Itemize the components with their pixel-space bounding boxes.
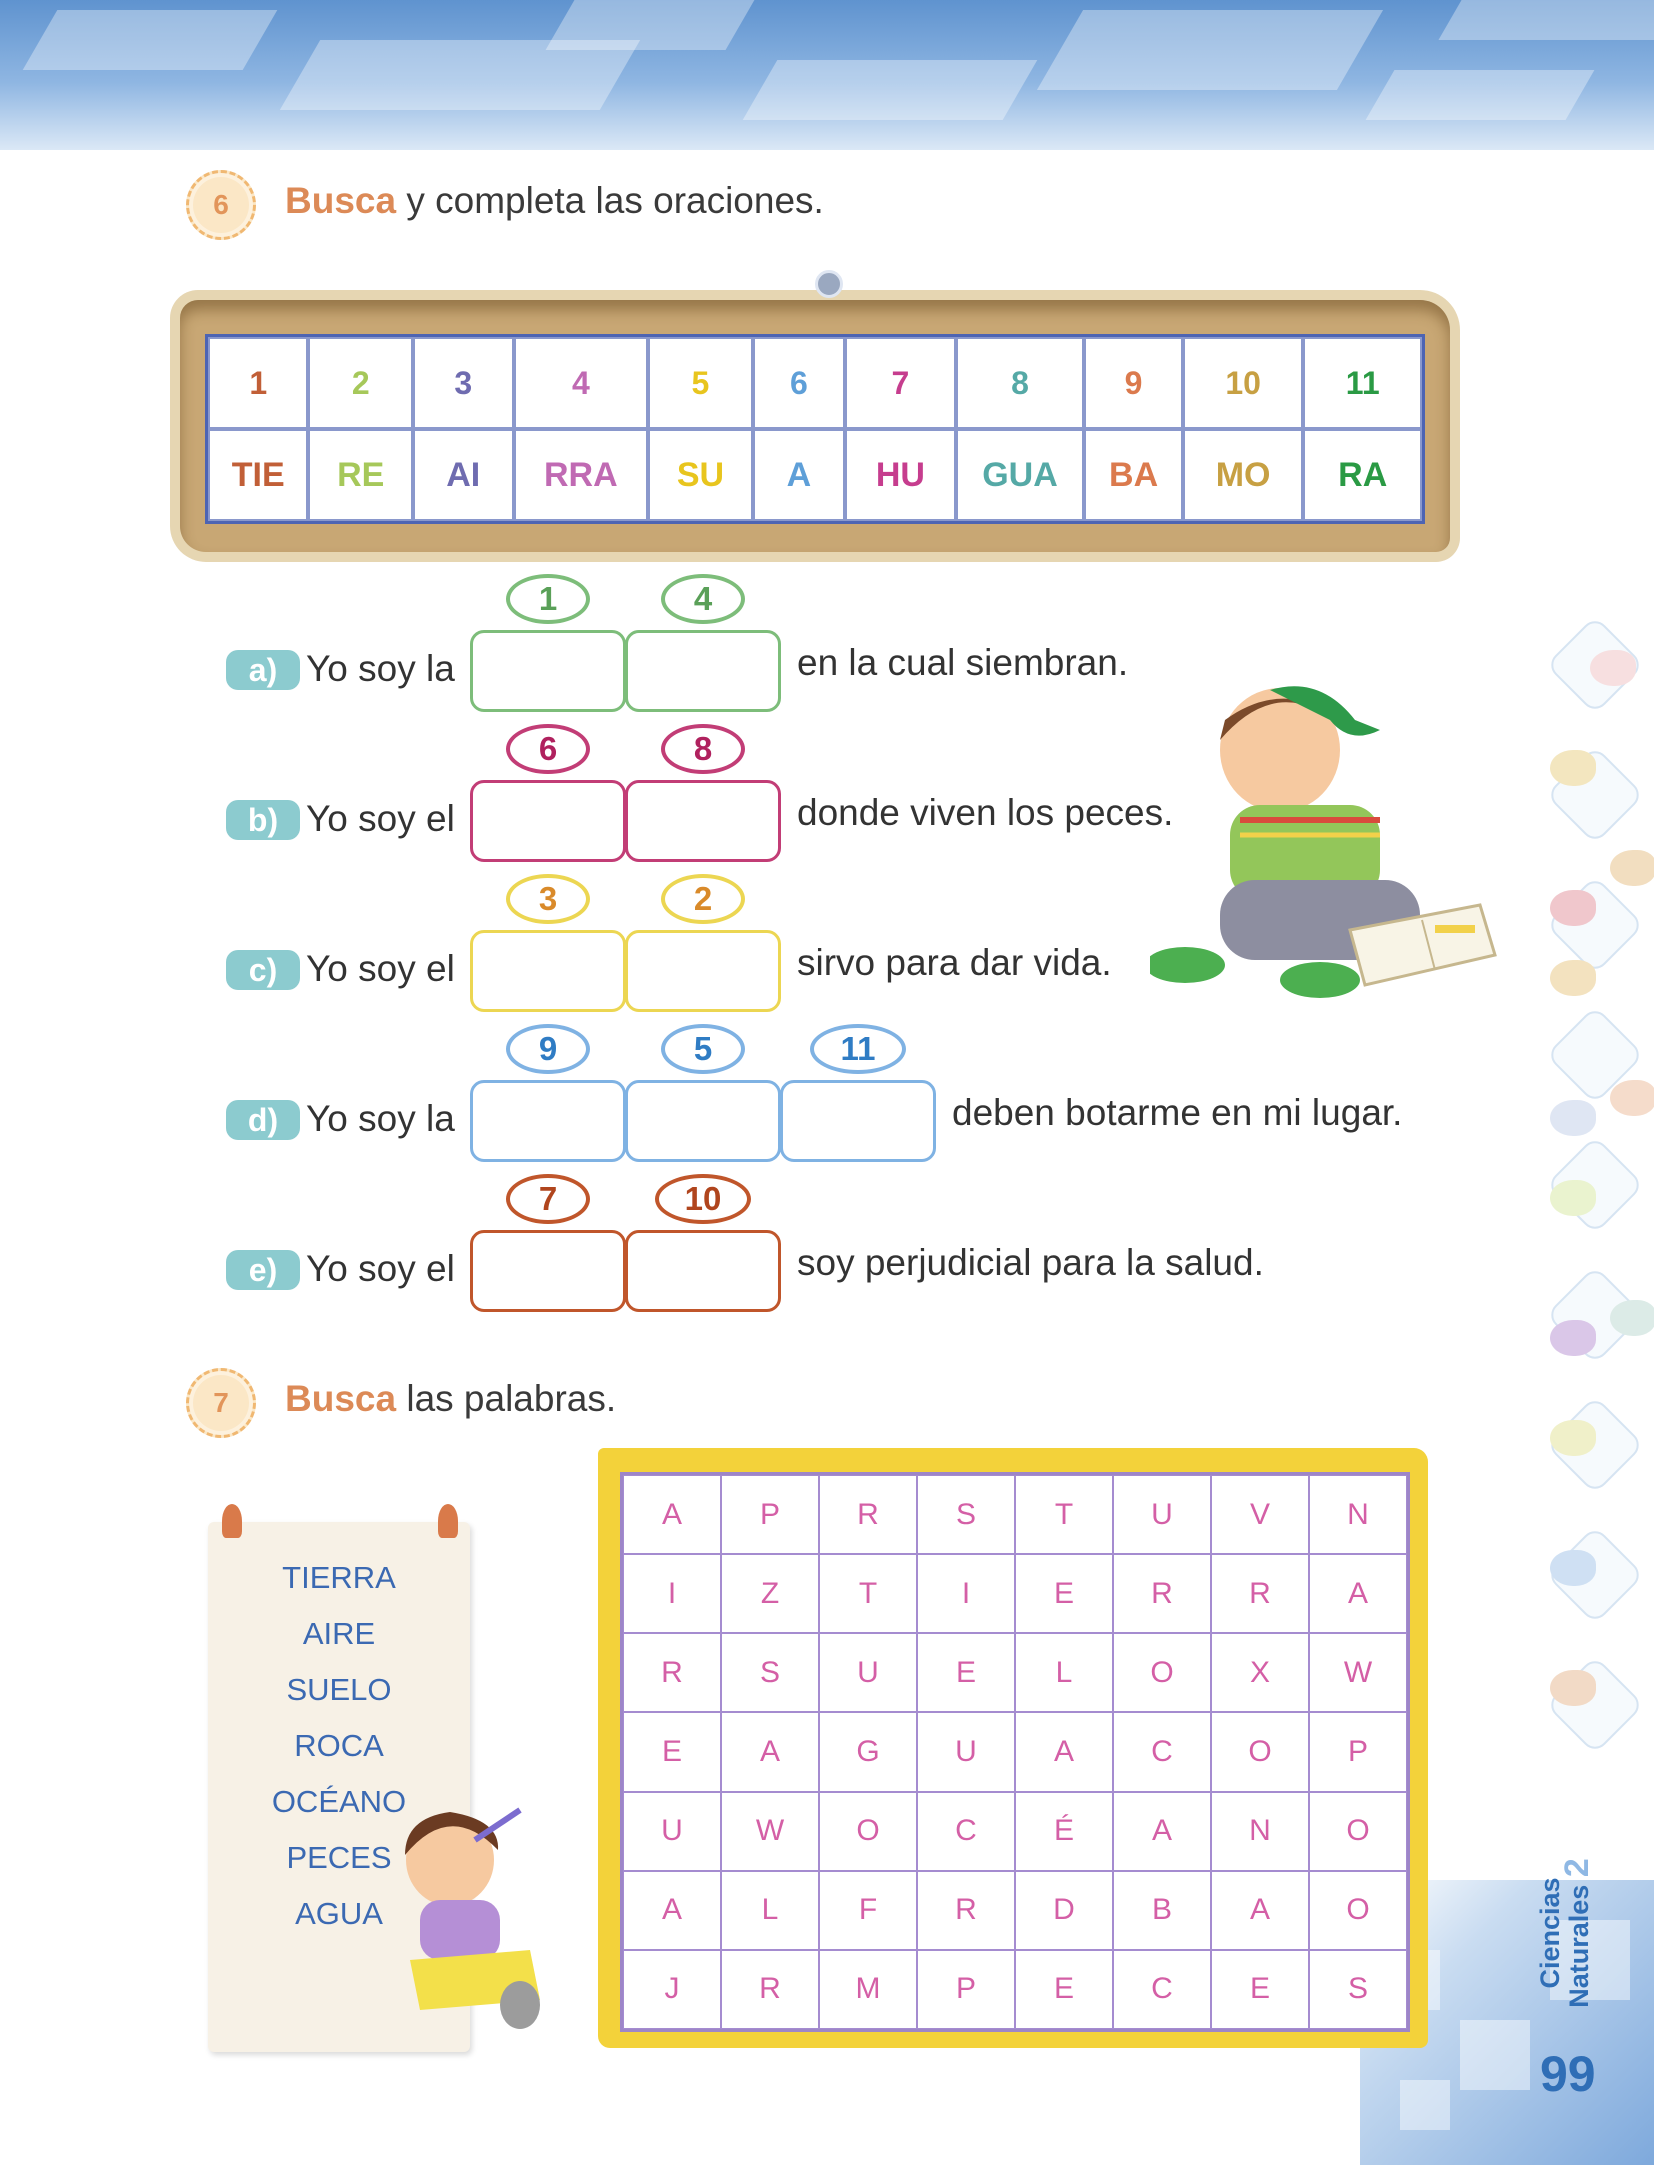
code-syllable: GUA bbox=[956, 429, 1085, 521]
elephant-silhouette-icon bbox=[1550, 960, 1596, 996]
word-search-cell[interactable]: C bbox=[1113, 1950, 1211, 2029]
word-search-cell[interactable]: I bbox=[623, 1554, 721, 1633]
sentence-start-text: Yo soy el bbox=[306, 948, 455, 989]
sentence-letter-tag: c) bbox=[226, 950, 300, 990]
word-search-cell[interactable]: O bbox=[1309, 1871, 1407, 1950]
code-number: 7 bbox=[845, 337, 956, 429]
word-search-cell[interactable]: O bbox=[1113, 1633, 1211, 1712]
answer-box[interactable] bbox=[780, 1080, 936, 1162]
sentence-start-text: Yo soy el bbox=[306, 1248, 455, 1289]
word-search-cell[interactable]: O bbox=[819, 1792, 917, 1871]
syllable-code-table bbox=[205, 334, 1425, 524]
word-search-cell[interactable]: R bbox=[721, 1950, 819, 2029]
answer-box[interactable] bbox=[625, 930, 781, 1012]
word-search-cell[interactable]: G bbox=[819, 1712, 917, 1791]
ape-silhouette-icon bbox=[1550, 1670, 1596, 1706]
word-search-cell[interactable]: R bbox=[917, 1871, 1015, 1950]
word-search-cell[interactable]: A bbox=[1113, 1792, 1211, 1871]
word-search-cell[interactable]: U bbox=[1113, 1475, 1211, 1554]
word-list-item: ROCA bbox=[294, 1728, 384, 1763]
word-search-cell[interactable]: S bbox=[721, 1633, 819, 1712]
sentence-start-text: Yo soy la bbox=[306, 1098, 455, 1139]
word-search-cell[interactable]: M bbox=[819, 1950, 917, 2029]
word-search-cell[interactable]: L bbox=[721, 1871, 819, 1950]
sentence-end-text: deben botarme en mi lugar. bbox=[952, 1092, 1403, 1133]
page-number: 99 bbox=[1540, 2046, 1596, 2102]
code-number: 5 bbox=[648, 337, 753, 429]
pushpin-left-icon bbox=[222, 1504, 242, 1538]
code-number: 9 bbox=[1084, 337, 1182, 429]
code-syllable: AI bbox=[413, 429, 514, 521]
word-search-cell[interactable]: E bbox=[1015, 1950, 1113, 2029]
word-search-cell[interactable]: C bbox=[1113, 1712, 1211, 1791]
code-number: 4 bbox=[514, 337, 649, 429]
book-title bbox=[1530, 1810, 1596, 2060]
word-list-item: AGUA bbox=[295, 1896, 383, 1931]
word-search-cell[interactable]: J bbox=[623, 1950, 721, 2029]
activity-7-badge bbox=[186, 1368, 256, 1438]
code-syllable: TIE bbox=[208, 429, 308, 521]
word-search-cell[interactable]: N bbox=[1309, 1475, 1407, 1554]
sentence-letter-tag: a) bbox=[226, 650, 300, 690]
code-hint-oval: 7 bbox=[506, 1174, 590, 1224]
word-search-cell[interactable]: A bbox=[1211, 1871, 1309, 1950]
girl-writing-illustration bbox=[380, 1800, 580, 2030]
activity-6-number: 6 bbox=[213, 189, 229, 220]
activity-7-instruction bbox=[285, 1378, 616, 1420]
tree-silhouette-icon bbox=[1550, 890, 1596, 926]
answer-box[interactable] bbox=[470, 780, 626, 862]
word-search-cell[interactable]: R bbox=[1211, 1554, 1309, 1633]
word-list-item: SUELO bbox=[286, 1672, 392, 1707]
word-search-cell[interactable]: P bbox=[917, 1950, 1015, 2029]
code-hint-oval: 11 bbox=[810, 1024, 906, 1074]
word-search-cell[interactable]: V bbox=[1211, 1475, 1309, 1554]
answer-box[interactable] bbox=[470, 930, 626, 1012]
code-syllable: BA bbox=[1084, 429, 1182, 521]
book-title-line2: Naturales bbox=[1564, 1884, 1594, 2008]
word-search-cell[interactable]: R bbox=[1113, 1554, 1211, 1633]
code-number: 6 bbox=[753, 337, 845, 429]
plant-silhouette-icon bbox=[1550, 1100, 1596, 1136]
book-title-line1: Ciencias bbox=[1535, 1877, 1565, 1989]
cow-silhouette-icon bbox=[1550, 1420, 1596, 1456]
code-number: 8 bbox=[956, 337, 1085, 429]
answer-box[interactable] bbox=[625, 1230, 781, 1312]
sentence-letter-tag: d) bbox=[226, 1100, 300, 1140]
word-search-cell[interactable]: S bbox=[1309, 1950, 1407, 2029]
word-search-cell[interactable]: E bbox=[917, 1633, 1015, 1712]
word-search-cell[interactable]: W bbox=[1309, 1633, 1407, 1712]
activity-6-rest: y completa las oraciones. bbox=[396, 180, 824, 221]
sentence-end-text: sirvo para dar vida. bbox=[797, 942, 1112, 983]
animal-hexagon-column bbox=[1520, 560, 1654, 1890]
code-number: 2 bbox=[308, 337, 413, 429]
cat-silhouette-icon bbox=[1590, 650, 1636, 686]
word-search-cell[interactable]: C bbox=[917, 1792, 1015, 1871]
book-grade: 2 bbox=[1558, 1858, 1596, 1878]
monkey-silhouette-icon bbox=[1610, 1300, 1654, 1336]
code-number: 11 bbox=[1303, 337, 1422, 429]
kangaroo-silhouette-icon bbox=[1610, 1080, 1654, 1116]
word-search-cell[interactable]: E bbox=[1211, 1950, 1309, 2029]
answer-box[interactable] bbox=[625, 630, 781, 712]
bird-silhouette-icon bbox=[1550, 1180, 1596, 1216]
word-search-cell[interactable]: L bbox=[1015, 1633, 1113, 1712]
word-search-cell[interactable]: U bbox=[819, 1633, 917, 1712]
word-search-cell[interactable]: T bbox=[1015, 1475, 1113, 1554]
code-hint-oval: 2 bbox=[661, 874, 745, 924]
girl-illustration-svg bbox=[380, 1800, 580, 2030]
word-search-cell[interactable]: B bbox=[1113, 1871, 1211, 1950]
code-syllable: A bbox=[753, 429, 845, 521]
sentence-letter-tag: b) bbox=[226, 800, 300, 840]
answer-box[interactable] bbox=[625, 780, 781, 862]
word-search-cell[interactable]: N bbox=[1211, 1792, 1309, 1871]
word-search-cell[interactable]: A bbox=[1309, 1554, 1407, 1633]
word-search-cell[interactable]: P bbox=[1309, 1712, 1407, 1791]
code-hint-oval: 3 bbox=[506, 874, 590, 924]
activity-6-instruction bbox=[285, 180, 824, 222]
word-search-cell[interactable]: R bbox=[623, 1633, 721, 1712]
word-search-cell[interactable]: Z bbox=[721, 1554, 819, 1633]
word-search-cell[interactable]: E bbox=[1015, 1554, 1113, 1633]
word-search-cell[interactable]: E bbox=[623, 1712, 721, 1791]
sentence-start-text: Yo soy el bbox=[306, 798, 455, 839]
code-hint-oval: 6 bbox=[506, 724, 590, 774]
word-search-cell[interactable]: W bbox=[721, 1792, 819, 1871]
code-syllable: RA bbox=[1303, 429, 1422, 521]
word-search-cell[interactable]: A bbox=[721, 1712, 819, 1791]
word-search-cell[interactable]: U bbox=[917, 1712, 1015, 1791]
code-syllable: SU bbox=[648, 429, 753, 521]
word-search-cell[interactable]: O bbox=[1309, 1792, 1407, 1871]
code-hint-oval: 1 bbox=[506, 574, 590, 624]
word-search-cell[interactable]: É bbox=[1015, 1792, 1113, 1871]
answer-box[interactable] bbox=[625, 1080, 781, 1162]
word-search-cell[interactable]: X bbox=[1211, 1633, 1309, 1712]
code-hint-oval: 5 bbox=[661, 1024, 745, 1074]
word-search-cell[interactable]: P bbox=[721, 1475, 819, 1554]
code-hint-oval: 4 bbox=[661, 574, 745, 624]
word-search-cell[interactable]: I bbox=[917, 1554, 1015, 1633]
word-search-cell[interactable]: A bbox=[1015, 1712, 1113, 1791]
word-search-cell[interactable]: T bbox=[819, 1554, 917, 1633]
pin-icon bbox=[815, 270, 843, 298]
answer-box[interactable] bbox=[470, 1080, 626, 1162]
sentence-letter-tag: e) bbox=[226, 1250, 300, 1290]
boy-reading-illustration bbox=[1150, 680, 1510, 1020]
activity-7-verb: Busca bbox=[285, 1378, 397, 1419]
code-syllable: MO bbox=[1183, 429, 1304, 521]
code-number: 10 bbox=[1183, 337, 1304, 429]
activity-7-number: 7 bbox=[213, 1387, 229, 1418]
word-list-item: AIRE bbox=[302, 1616, 376, 1651]
sentence-end-text: donde viven los peces. bbox=[797, 792, 1174, 833]
code-syllable: RRA bbox=[514, 429, 649, 521]
word-search-cell[interactable]: R bbox=[819, 1475, 917, 1554]
word-search-cell[interactable]: U bbox=[623, 1792, 721, 1871]
lion-silhouette-icon bbox=[1550, 750, 1596, 786]
word-search-grid bbox=[620, 1472, 1410, 2032]
word-list-item: OCÉANO bbox=[271, 1784, 407, 1819]
code-number: 1 bbox=[208, 337, 308, 429]
palm-silhouette-icon bbox=[1550, 1320, 1596, 1356]
acacia-silhouette-icon bbox=[1550, 1550, 1596, 1586]
word-list-item: PECES bbox=[286, 1840, 392, 1875]
code-syllable: HU bbox=[845, 429, 956, 521]
code-hint-oval: 10 bbox=[655, 1174, 751, 1224]
word-search-cell[interactable]: A bbox=[623, 1475, 721, 1554]
code-hint-oval: 8 bbox=[661, 724, 745, 774]
code-syllable: RE bbox=[308, 429, 413, 521]
boy-illustration-svg bbox=[1150, 680, 1510, 1020]
ostrich-silhouette-icon bbox=[1610, 850, 1654, 886]
header-banner bbox=[0, 0, 1654, 150]
word-search-cell[interactable]: A bbox=[623, 1871, 721, 1950]
word-list-item: TIERRA bbox=[282, 1560, 396, 1595]
answer-box[interactable] bbox=[470, 630, 626, 712]
activity-7-rest: las palabras. bbox=[396, 1378, 617, 1419]
code-number: 3 bbox=[413, 337, 514, 429]
word-search-cell[interactable]: D bbox=[1015, 1871, 1113, 1950]
sentence-end-text: en la cual siembran. bbox=[797, 642, 1129, 683]
activity-6-badge bbox=[186, 170, 256, 240]
pushpin-right-icon bbox=[438, 1504, 458, 1538]
word-search-cell[interactable]: S bbox=[917, 1475, 1015, 1554]
sentence-start-text: Yo soy la bbox=[306, 648, 455, 689]
word-search-cell[interactable]: F bbox=[819, 1871, 917, 1950]
word-search-cell[interactable]: O bbox=[1211, 1712, 1309, 1791]
sentence-end-text: soy perjudicial para la salud. bbox=[797, 1242, 1264, 1283]
answer-box[interactable] bbox=[470, 1230, 626, 1312]
code-hint-oval: 9 bbox=[506, 1024, 590, 1074]
activity-6-verb: Busca bbox=[285, 180, 397, 221]
